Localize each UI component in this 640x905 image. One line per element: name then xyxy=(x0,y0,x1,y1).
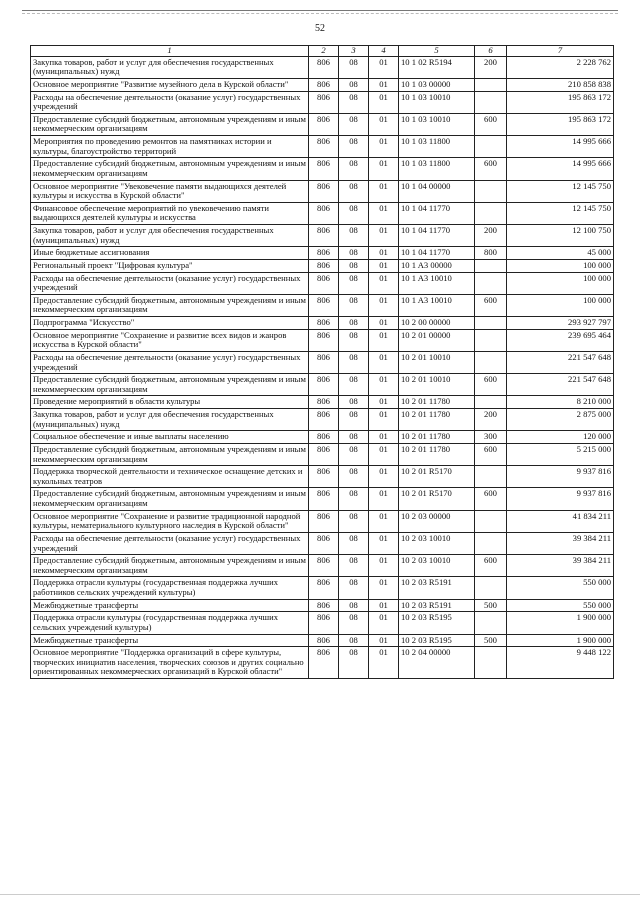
row-section-code: 08 xyxy=(339,91,369,113)
table-row xyxy=(31,409,614,431)
table-row xyxy=(31,577,614,599)
row-subsection-code: 01 xyxy=(369,78,399,91)
row-section-code: 08 xyxy=(339,158,369,180)
row-subsection-code: 01 xyxy=(369,247,399,260)
row-expense-type: 600 xyxy=(475,113,507,135)
row-amount: 239 695 464 xyxy=(507,329,614,351)
row-amount: 14 995 666 xyxy=(507,136,614,158)
header-col-5: 5 xyxy=(399,46,475,57)
page-bottom-rule xyxy=(0,894,640,895)
page-top-rule-secondary xyxy=(22,13,618,14)
row-expense-type: 200 xyxy=(475,409,507,431)
row-expense-type: 500 xyxy=(475,634,507,647)
row-name: Закупка товаров, работ и услуг для обеспечения государственных (муниципальных) нужд xyxy=(31,56,309,78)
header-col-2: 2 xyxy=(309,46,339,57)
row-expense-type xyxy=(475,136,507,158)
row-target-article: 10 1 A3 10010 xyxy=(399,272,475,294)
table-row xyxy=(31,202,614,224)
row-ministry-code: 806 xyxy=(309,612,339,634)
row-section-code: 08 xyxy=(339,647,369,679)
row-expense-type: 200 xyxy=(475,56,507,78)
row-amount: 2 228 762 xyxy=(507,56,614,78)
row-ministry-code: 806 xyxy=(309,259,339,272)
row-expense-type: 600 xyxy=(475,443,507,465)
table-row xyxy=(31,634,614,647)
row-amount: 293 927 797 xyxy=(507,317,614,330)
row-target-article: 10 1 03 11800 xyxy=(399,136,475,158)
page-top-rule xyxy=(22,10,618,11)
row-expense-type: 800 xyxy=(475,247,507,260)
row-ministry-code: 806 xyxy=(309,488,339,510)
row-target-article: 10 1 04 11770 xyxy=(399,225,475,247)
row-name: Расходы на обеспечение деятельности (оказание услуг) государственных учреждений xyxy=(31,532,309,554)
row-subsection-code: 01 xyxy=(369,180,399,202)
row-subsection-code: 01 xyxy=(369,612,399,634)
row-section-code: 08 xyxy=(339,612,369,634)
table-body xyxy=(31,56,614,678)
row-name: Проведение мероприятий в области культуры xyxy=(31,396,309,409)
row-expense-type xyxy=(475,396,507,409)
table-header-row xyxy=(31,46,614,57)
row-name: Закупка товаров, работ и услуг для обеспечения государственных (муниципальных) нужд xyxy=(31,225,309,247)
row-target-article: 10 2 03 00000 xyxy=(399,510,475,532)
row-target-article: 10 2 04 00000 xyxy=(399,647,475,679)
row-target-article: 10 2 01 R5170 xyxy=(399,488,475,510)
row-ministry-code: 806 xyxy=(309,555,339,577)
row-expense-type: 300 xyxy=(475,431,507,444)
row-ministry-code: 806 xyxy=(309,78,339,91)
row-name: Расходы на обеспечение деятельности (оказание услуг) государственных учреждений xyxy=(31,351,309,373)
row-target-article: 10 1 03 10010 xyxy=(399,91,475,113)
row-amount: 2 875 000 xyxy=(507,409,614,431)
row-expense-type: 600 xyxy=(475,555,507,577)
row-name: Предоставление субсидий бюджетным, автономным учреждениям и иным некоммерческим организациям xyxy=(31,158,309,180)
row-section-code: 08 xyxy=(339,466,369,488)
row-name: Основное мероприятие "Поддержка организаций в сфере культуры, творческих инициатив населения, творческих союзов и других социально ориентированных некоммерческих организаций в Курской области" xyxy=(31,647,309,679)
row-name: Поддержка отрасли культуры (государственная поддержка лучших работников сельских учреждений культуры) xyxy=(31,577,309,599)
row-ministry-code: 806 xyxy=(309,136,339,158)
header-col-1: 1 xyxy=(31,46,309,57)
row-section-code: 08 xyxy=(339,78,369,91)
row-expense-type xyxy=(475,466,507,488)
row-name: Предоставление субсидий бюджетным, автономным учреждениям и иным некоммерческим организациям xyxy=(31,488,309,510)
row-ministry-code: 806 xyxy=(309,329,339,351)
row-expense-type: 200 xyxy=(475,225,507,247)
row-ministry-code: 806 xyxy=(309,599,339,612)
row-amount: 12 145 750 xyxy=(507,180,614,202)
row-target-article: 10 2 03 10010 xyxy=(399,555,475,577)
header-col-3: 3 xyxy=(339,46,369,57)
row-name: Основное мероприятие "Развитие музейного дела в Курской области" xyxy=(31,78,309,91)
row-amount: 195 863 172 xyxy=(507,91,614,113)
row-amount: 8 210 000 xyxy=(507,396,614,409)
row-ministry-code: 806 xyxy=(309,272,339,294)
row-name: Подпрограмма "Искусство" xyxy=(31,317,309,330)
row-expense-type xyxy=(475,532,507,554)
row-target-article: 10 2 01 11780 xyxy=(399,431,475,444)
row-ministry-code: 806 xyxy=(309,91,339,113)
table-row xyxy=(31,247,614,260)
row-target-article: 10 1 04 11770 xyxy=(399,202,475,224)
row-amount: 100 000 xyxy=(507,259,614,272)
table-row xyxy=(31,532,614,554)
row-amount: 9 937 816 xyxy=(507,466,614,488)
row-name: Предоставление субсидий бюджетным, автономным учреждениям и иным некоммерческим организациям xyxy=(31,113,309,135)
row-amount: 39 384 211 xyxy=(507,555,614,577)
row-name: Региональный проект "Цифровая культура" xyxy=(31,259,309,272)
row-name: Мероприятия по проведению ремонтов на памятниках истории и культуры, благоустройство территорий xyxy=(31,136,309,158)
row-section-code: 08 xyxy=(339,431,369,444)
table-row xyxy=(31,555,614,577)
row-subsection-code: 01 xyxy=(369,577,399,599)
header-col-4: 4 xyxy=(369,46,399,57)
row-expense-type xyxy=(475,202,507,224)
table-row xyxy=(31,612,614,634)
table-row xyxy=(31,225,614,247)
row-amount: 14 995 666 xyxy=(507,158,614,180)
row-subsection-code: 01 xyxy=(369,56,399,78)
table-row xyxy=(31,329,614,351)
table-row xyxy=(31,180,614,202)
table-row xyxy=(31,599,614,612)
row-amount: 45 000 xyxy=(507,247,614,260)
table-row xyxy=(31,488,614,510)
row-ministry-code: 806 xyxy=(309,158,339,180)
row-target-article: 10 2 01 10010 xyxy=(399,351,475,373)
row-expense-type: 600 xyxy=(475,158,507,180)
row-subsection-code: 01 xyxy=(369,202,399,224)
row-subsection-code: 01 xyxy=(369,555,399,577)
row-ministry-code: 806 xyxy=(309,247,339,260)
row-name: Межбюджетные трансферты xyxy=(31,599,309,612)
table-row xyxy=(31,56,614,78)
row-target-article: 10 1 02 R5194 xyxy=(399,56,475,78)
row-section-code: 08 xyxy=(339,443,369,465)
row-section-code: 08 xyxy=(339,56,369,78)
table-row xyxy=(31,510,614,532)
table-row xyxy=(31,259,614,272)
row-amount: 100 000 xyxy=(507,272,614,294)
row-name: Основное мероприятие "Сохранение и развитие традиционной народной культуры, нематериального культурного наследия в Курской области" xyxy=(31,510,309,532)
row-subsection-code: 01 xyxy=(369,329,399,351)
row-target-article: 10 2 01 00000 xyxy=(399,329,475,351)
row-section-code: 08 xyxy=(339,488,369,510)
page-number: 52 xyxy=(315,23,325,34)
row-name: Поддержка отрасли культуры (государственная поддержка лучших сельских учреждений культуры) xyxy=(31,612,309,634)
table-row xyxy=(31,466,614,488)
row-amount: 1 900 000 xyxy=(507,612,614,634)
row-section-code: 08 xyxy=(339,555,369,577)
row-section-code: 08 xyxy=(339,396,369,409)
row-amount: 12 145 750 xyxy=(507,202,614,224)
row-amount: 100 000 xyxy=(507,294,614,316)
row-section-code: 08 xyxy=(339,259,369,272)
table-row xyxy=(31,374,614,396)
row-ministry-code: 806 xyxy=(309,317,339,330)
row-name: Предоставление субсидий бюджетным, автономным учреждениям и иным некоммерческим организациям xyxy=(31,294,309,316)
row-section-code: 08 xyxy=(339,202,369,224)
row-target-article: 10 1 03 11800 xyxy=(399,158,475,180)
row-section-code: 08 xyxy=(339,532,369,554)
row-expense-type xyxy=(475,577,507,599)
row-section-code: 08 xyxy=(339,180,369,202)
row-amount: 5 215 000 xyxy=(507,443,614,465)
row-target-article: 10 1 03 00000 xyxy=(399,78,475,91)
row-expense-type xyxy=(475,351,507,373)
row-name: Основное мероприятие "Увековечение памяти выдающихся деятелей культуры и искусства в Курской области" xyxy=(31,180,309,202)
row-name: Предоставление субсидий бюджетным, автономным учреждениям и иным некоммерческим организациям xyxy=(31,443,309,465)
row-expense-type xyxy=(475,272,507,294)
budget-table xyxy=(30,45,614,679)
table-row xyxy=(31,396,614,409)
row-target-article: 10 1 03 10010 xyxy=(399,113,475,135)
row-section-code: 08 xyxy=(339,510,369,532)
table-row xyxy=(31,443,614,465)
row-amount: 550 000 xyxy=(507,599,614,612)
row-expense-type xyxy=(475,329,507,351)
row-subsection-code: 01 xyxy=(369,466,399,488)
row-subsection-code: 01 xyxy=(369,443,399,465)
row-target-article: 10 2 01 R5170 xyxy=(399,466,475,488)
row-name: Предоставление субсидий бюджетным, автономным учреждениям и иным некоммерческим организациям xyxy=(31,555,309,577)
row-subsection-code: 01 xyxy=(369,113,399,135)
row-subsection-code: 01 xyxy=(369,225,399,247)
row-target-article: 10 1 04 00000 xyxy=(399,180,475,202)
row-name: Основное мероприятие "Сохранение и развитие всех видов и жанров искусства в Курской области" xyxy=(31,329,309,351)
row-ministry-code: 806 xyxy=(309,202,339,224)
row-ministry-code: 806 xyxy=(309,532,339,554)
row-name: Предоставление субсидий бюджетным, автономным учреждениям и иным некоммерческим организациям xyxy=(31,374,309,396)
row-expense-type xyxy=(475,78,507,91)
row-subsection-code: 01 xyxy=(369,599,399,612)
row-target-article: 10 2 01 11780 xyxy=(399,409,475,431)
row-expense-type xyxy=(475,317,507,330)
row-amount: 550 000 xyxy=(507,577,614,599)
row-section-code: 08 xyxy=(339,351,369,373)
table-row xyxy=(31,272,614,294)
row-amount: 41 834 211 xyxy=(507,510,614,532)
row-expense-type xyxy=(475,647,507,679)
row-subsection-code: 01 xyxy=(369,396,399,409)
row-subsection-code: 01 xyxy=(369,510,399,532)
row-subsection-code: 01 xyxy=(369,158,399,180)
row-amount: 210 858 838 xyxy=(507,78,614,91)
row-expense-type xyxy=(475,510,507,532)
row-section-code: 08 xyxy=(339,374,369,396)
row-expense-type xyxy=(475,259,507,272)
row-subsection-code: 01 xyxy=(369,91,399,113)
row-section-code: 08 xyxy=(339,136,369,158)
row-subsection-code: 01 xyxy=(369,136,399,158)
row-section-code: 08 xyxy=(339,113,369,135)
row-target-article: 10 1 A3 00000 xyxy=(399,259,475,272)
row-expense-type: 600 xyxy=(475,374,507,396)
row-section-code: 08 xyxy=(339,225,369,247)
row-subsection-code: 01 xyxy=(369,634,399,647)
row-amount: 120 000 xyxy=(507,431,614,444)
row-target-article: 10 2 00 00000 xyxy=(399,317,475,330)
row-subsection-code: 01 xyxy=(369,431,399,444)
row-amount: 1 900 000 xyxy=(507,634,614,647)
row-ministry-code: 806 xyxy=(309,577,339,599)
row-expense-type: 500 xyxy=(475,599,507,612)
table-row xyxy=(31,113,614,135)
row-section-code: 08 xyxy=(339,247,369,260)
row-subsection-code: 01 xyxy=(369,351,399,373)
row-ministry-code: 806 xyxy=(309,56,339,78)
table-row xyxy=(31,158,614,180)
row-section-code: 08 xyxy=(339,634,369,647)
row-section-code: 08 xyxy=(339,599,369,612)
row-amount: 9 448 122 xyxy=(507,647,614,679)
row-expense-type: 600 xyxy=(475,488,507,510)
table-row xyxy=(31,294,614,316)
table-row xyxy=(31,317,614,330)
row-amount: 221 547 648 xyxy=(507,351,614,373)
row-ministry-code: 806 xyxy=(309,225,339,247)
row-section-code: 08 xyxy=(339,577,369,599)
table-row xyxy=(31,431,614,444)
table-row xyxy=(31,136,614,158)
row-amount: 221 547 648 xyxy=(507,374,614,396)
header-col-7: 7 xyxy=(507,46,614,57)
row-section-code: 08 xyxy=(339,272,369,294)
row-ministry-code: 806 xyxy=(309,374,339,396)
row-name: Расходы на обеспечение деятельности (оказание услуг) государственных учреждений xyxy=(31,91,309,113)
row-target-article: 10 2 03 10010 xyxy=(399,532,475,554)
row-ministry-code: 806 xyxy=(309,351,339,373)
row-subsection-code: 01 xyxy=(369,374,399,396)
row-expense-type xyxy=(475,91,507,113)
row-section-code: 08 xyxy=(339,317,369,330)
table-row xyxy=(31,647,614,679)
row-amount: 12 100 750 xyxy=(507,225,614,247)
row-amount: 195 863 172 xyxy=(507,113,614,135)
row-target-article: 10 1 A3 10010 xyxy=(399,294,475,316)
row-ministry-code: 806 xyxy=(309,180,339,202)
row-ministry-code: 806 xyxy=(309,409,339,431)
row-target-article: 10 2 01 11780 xyxy=(399,396,475,409)
row-name: Межбюджетные трансферты xyxy=(31,634,309,647)
row-subsection-code: 01 xyxy=(369,409,399,431)
row-target-article: 10 2 01 11780 xyxy=(399,443,475,465)
row-section-code: 08 xyxy=(339,329,369,351)
row-target-article: 10 2 03 R5191 xyxy=(399,599,475,612)
row-ministry-code: 806 xyxy=(309,113,339,135)
row-target-article: 10 1 04 11770 xyxy=(399,247,475,260)
row-ministry-code: 806 xyxy=(309,634,339,647)
row-ministry-code: 806 xyxy=(309,396,339,409)
row-subsection-code: 01 xyxy=(369,647,399,679)
row-subsection-code: 01 xyxy=(369,488,399,510)
row-ministry-code: 806 xyxy=(309,647,339,679)
row-target-article: 10 2 03 R5195 xyxy=(399,612,475,634)
row-section-code: 08 xyxy=(339,294,369,316)
row-section-code: 08 xyxy=(339,409,369,431)
row-subsection-code: 01 xyxy=(369,272,399,294)
row-expense-type xyxy=(475,180,507,202)
row-target-article: 10 2 01 10010 xyxy=(399,374,475,396)
row-name: Иные бюджетные ассигнования xyxy=(31,247,309,260)
header-col-6: 6 xyxy=(475,46,507,57)
row-name: Финансовое обеспечение мероприятий по увековечению памяти выдающихся деятелей культуры и искусства xyxy=(31,202,309,224)
row-subsection-code: 01 xyxy=(369,317,399,330)
row-target-article: 10 2 03 R5195 xyxy=(399,634,475,647)
table-row xyxy=(31,78,614,91)
table-row xyxy=(31,91,614,113)
row-amount: 39 384 211 xyxy=(507,532,614,554)
row-name: Расходы на обеспечение деятельности (оказание услуг) государственных учреждений xyxy=(31,272,309,294)
row-subsection-code: 01 xyxy=(369,259,399,272)
row-ministry-code: 806 xyxy=(309,510,339,532)
row-ministry-code: 806 xyxy=(309,431,339,444)
row-ministry-code: 806 xyxy=(309,443,339,465)
row-amount: 9 937 816 xyxy=(507,488,614,510)
row-subsection-code: 01 xyxy=(369,294,399,316)
table-row xyxy=(31,351,614,373)
row-name: Закупка товаров, работ и услуг для обеспечения государственных (муниципальных) нужд xyxy=(31,409,309,431)
row-name: Социальное обеспечение и иные выплаты населению xyxy=(31,431,309,444)
row-subsection-code: 01 xyxy=(369,532,399,554)
row-name: Поддержка творческой деятельности и техническое оснащение детских и кукольных театров xyxy=(31,466,309,488)
row-target-article: 10 2 03 R5191 xyxy=(399,577,475,599)
row-ministry-code: 806 xyxy=(309,294,339,316)
row-ministry-code: 806 xyxy=(309,466,339,488)
row-expense-type xyxy=(475,612,507,634)
row-expense-type: 600 xyxy=(475,294,507,316)
